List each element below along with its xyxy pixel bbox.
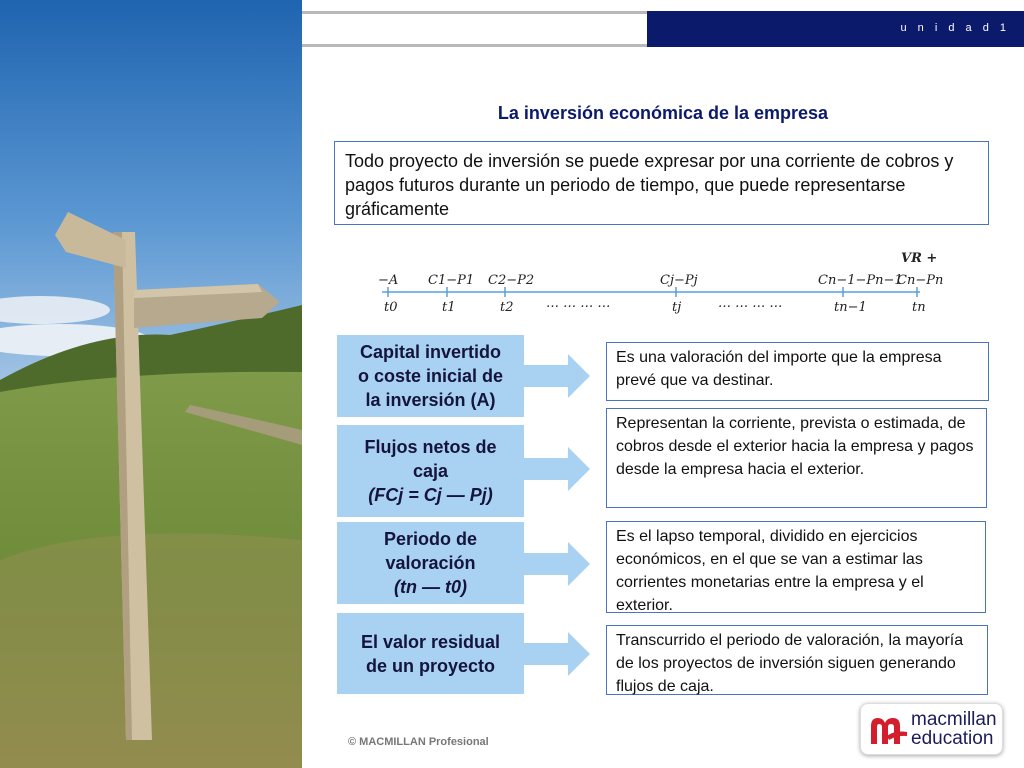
concept-flujos-netos [337,425,524,517]
timeline-time-label: tj [672,300,682,315]
copyright-text: © MACMILLAN Profesional [348,736,489,748]
timeline-top-label: −A [378,273,399,288]
concept-line: Flujos netos de [364,437,497,457]
timeline-top-label: Cj−Pj [660,273,698,288]
timeline-top-label: Cn−1−Pn−1 [818,273,903,288]
macmillan-logo [860,703,1003,755]
logo-wordmark [911,710,997,748]
signpost-photo [0,0,302,768]
timeline-top-label: C1−P1 [428,273,475,288]
concept-capital-invertido [337,335,524,417]
header-rule-bottom [302,44,648,47]
timeline-top-label: C2−P2 [488,273,535,288]
concept-line: Capital invertido [359,342,502,362]
header-bar [647,11,1024,47]
arrow-right-icon [524,354,590,398]
concept-valor-residual [337,613,524,694]
unit-label: u n i d a d 1 [900,22,1010,34]
concept-line: (FCj = Cj — Pj) [368,485,493,505]
timeline-time-label: tn−1 [834,300,867,315]
timeline-top-label: Cn−Pn [897,273,944,288]
description-valor-residual: Transcurrido el periodo de valoración, la mayoría de los proyectos de inversión siguen generando flujos de caja. [606,625,988,695]
slide-title: La inversión económica de la empresa [497,103,829,123]
timeline-time-label: t1 [442,300,456,315]
arrow-right-icon [524,542,590,586]
timeline-dots: … … … … [718,296,783,311]
concept-line: El valor residual [360,631,501,652]
concept-line: (tn — t0) [394,577,467,597]
description-flujos-netos: Representan la corriente, prevista o estimada, de cobros desde el exterior hacia la empresa y pagos desde la empresa hacia el exterior. [606,408,987,508]
logo-line-1: macmillan [911,709,997,730]
timeline-time-label: t2 [500,300,514,315]
timeline-dots: … … … … [546,296,611,311]
arrow-right-icon [524,632,590,676]
description-periodo-valoracion: Es el lapso temporal, dividido en ejercicios económicos, en el que se van a estimar las corrientes monetarias entre la empresa y el exterior. [606,521,986,613]
timeline-time-label: t0 [384,300,398,315]
arrow-right-icon [524,447,590,491]
cash-flow-timeline [368,247,948,319]
macmillan-logo-mark [869,714,909,746]
concept-line: caja [412,461,449,481]
concept-line: Periodo de [383,529,477,549]
concept-line: la inversión (A) [365,390,496,410]
concept-line: valoración [385,553,476,573]
residual-value-label: VR + [901,251,938,266]
header-rule-top [302,11,648,14]
concept-line: de un proyecto [365,655,495,676]
concept-periodo-valoracion [337,522,524,604]
timeline-time-label: tn [912,300,926,315]
intro-text-box: Todo proyecto de inversión se puede expresar por una corriente de cobros y pagos futuros durante un periodo de tiempo, que puede representarse gráficamente [334,141,989,225]
description-capital-invertido: Es una valoración del importe que la empresa prevé que va destinar. [606,342,989,401]
logo-line-2: education [911,728,994,749]
concept-line: o coste inicial de [357,366,504,386]
